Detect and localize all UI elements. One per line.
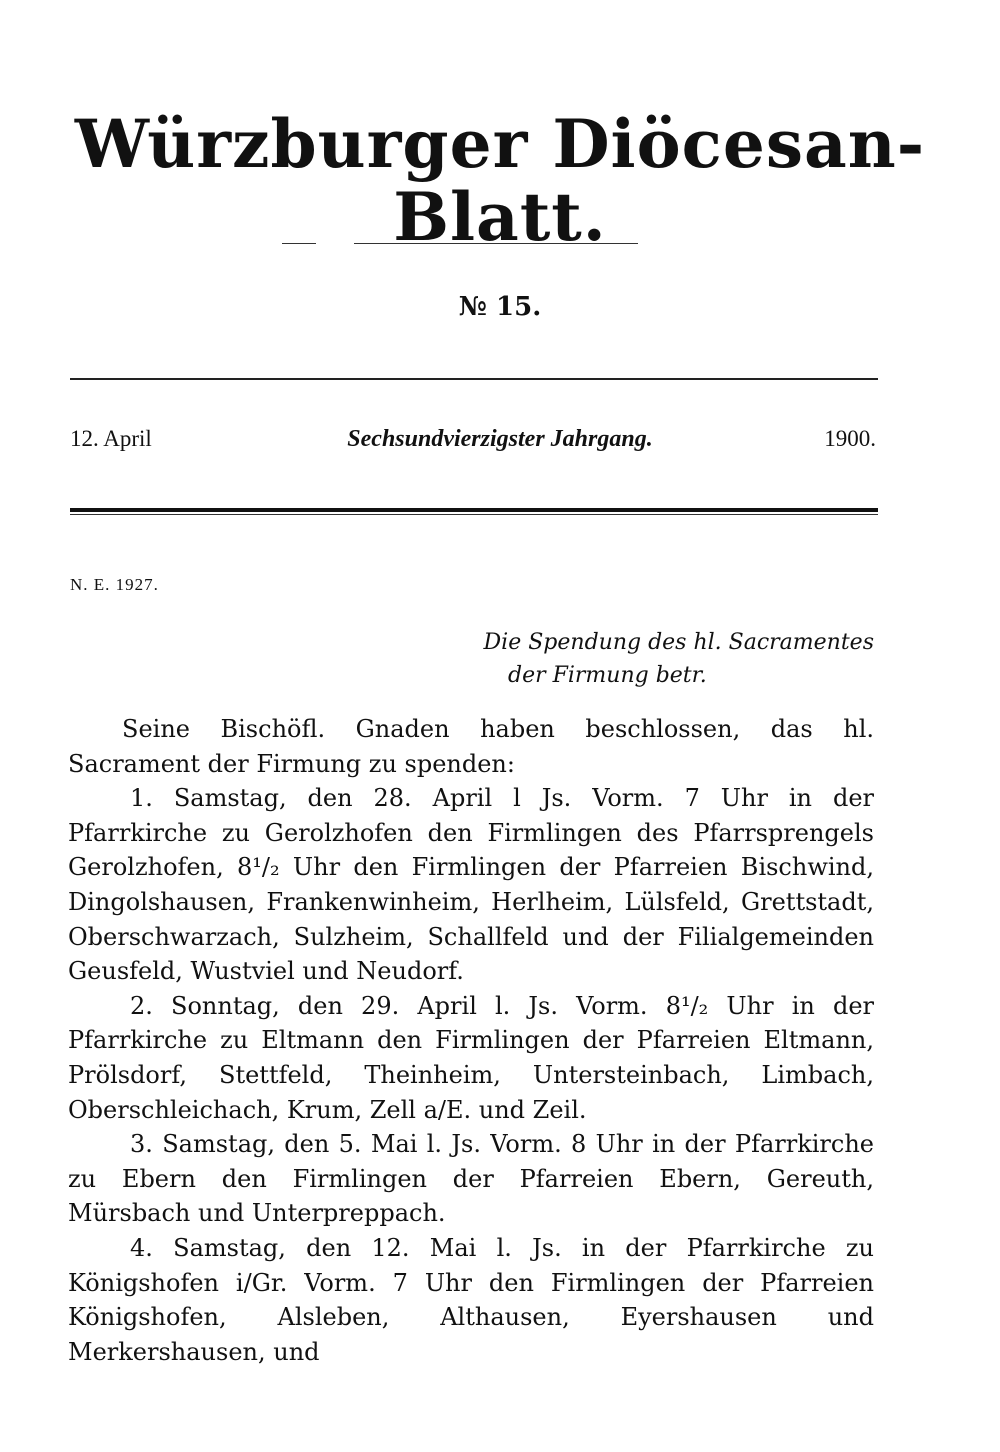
newspaper-title: Würzburger Diöcesan-Blatt. (74, 105, 926, 256)
header-divider-bottom (70, 508, 878, 515)
subject-line: Die Spendung des hl. Sacramentes (483, 630, 874, 655)
reference-number: N. E. 1927. (70, 575, 159, 594)
header-divider-top (70, 378, 878, 380)
list-item: 4. Samstag, den 12. Mai l. Js. in der Pfarrkirche zu Königshofen i/Gr. Vorm. 7 Uhr den Firmlingen der Pfarreien Königshofen, Alsleben, Althausen, Eyershausen und Merkershausen, und (68, 1233, 874, 1366)
body-text (68, 712, 874, 1369)
volume-label: Sechsundvierzigster Jahrgang. (347, 426, 653, 452)
list-item: 2. Sonntag, den 29. April l. Js. Vorm. 8¹/₂ Uhr in der Pfarrkirche zu Eltmann den Firmlingen der Pfarreien Eltmann, Prölsdorf, Stettfeld, Theinheim, Untersteinbach, Limbach, Oberschleichach, Krum, Zell a/E. und Zeil. (68, 991, 874, 1124)
intro-paragraph: Seine Bischöfl. Gnaden haben beschlossen, das hl. Sacrament der Firmung zu spenden: (68, 715, 874, 778)
subject-block (474, 626, 874, 692)
list-item: 1. Samstag, den 28. April l Js. Vorm. 7 Uhr in der Pfarrkirche zu Gerolzhofen den Firmlingen des Pfarrsprengels Gerolzhofen, 8¹/₂ Uhr den Firmlingen der Pfarreien Bischwind, Dingolshausen, Frankenwinheim, Herlheim, Lülsfeld, Grettstadt, Oberschwarzach, Sulzheim, Schallfeld und der Filialgemeinden Geusfeld, Wustviel und Neudorf. (68, 784, 874, 986)
subject-line: der Firmung betr. (508, 663, 707, 688)
list-item: 3. Samstag, den 5. Mai l. Js. Vorm. 8 Uhr in der Pfarrkirche zu Ebern den Firmlingen der Pfarreien Ebern, Gereuth, Mürsbach und Unterpreppach. (68, 1130, 874, 1228)
issue-date: 12. April (70, 426, 152, 451)
decorative-rule (354, 243, 638, 244)
issue-number: № 15. (458, 292, 542, 322)
issue-year: 1900. (824, 426, 876, 451)
decorative-rule-short (282, 243, 316, 244)
